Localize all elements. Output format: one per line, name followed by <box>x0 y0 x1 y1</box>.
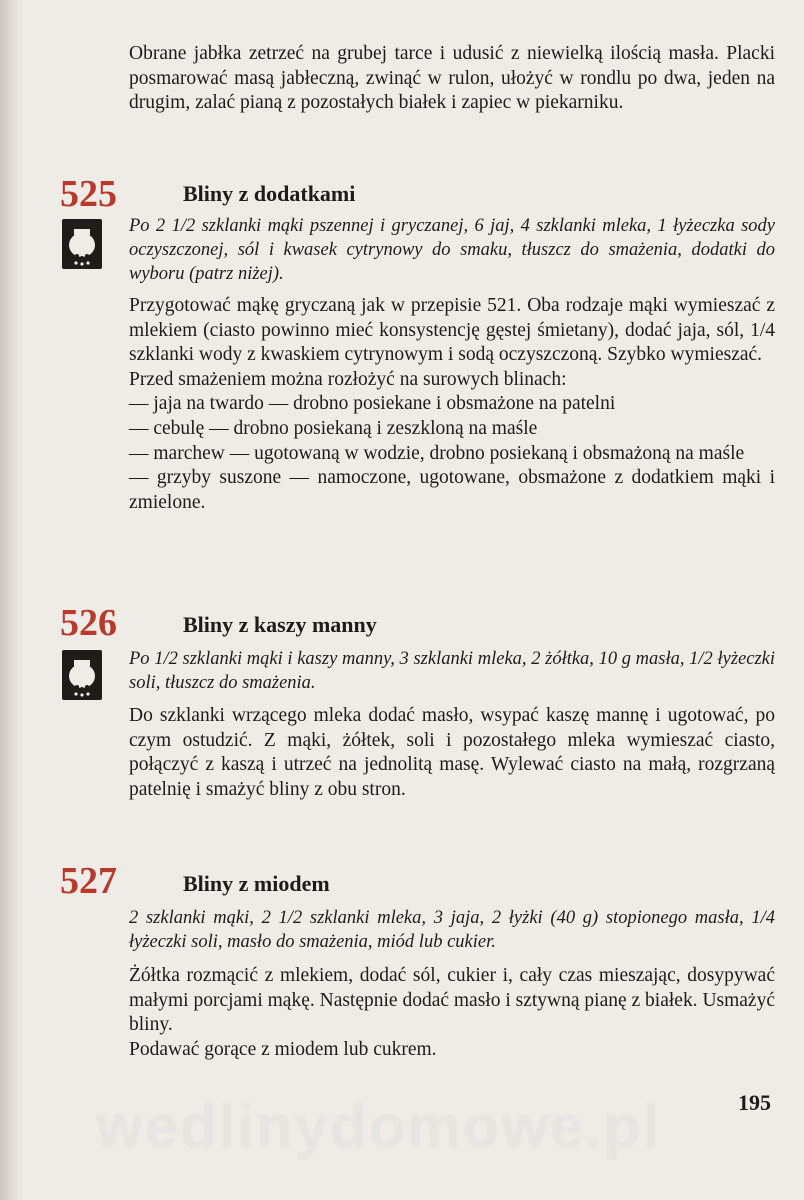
page-number: 195 <box>738 1090 771 1115</box>
recipe-title-527: Bliny z miodem <box>183 871 330 896</box>
extra-item: — marchew — ugotowaną w wodzie, drobno posiekaną i obsmażoną na maśle <box>129 442 745 464</box>
method-526: Do szklanki wrzącego mleka dodać masło, wsypać kaszę mannę i ugotować, po czym ostudzić. Z mąki, żółtek, soli i pozostałego mleka wymieszać ciasto, połączyć z kaszą i utrzeć na jednolitą masę. Wylewać ciasto na małą, rozgrzaną patelnię i smażyć bliny z obu stron. <box>129 705 775 800</box>
pot-icon <box>62 650 102 700</box>
intro-text: Obrane jabłka zetrzeć na grubej tarce i udusić z niewielką ilością masła. Placki posmarować masą jabłeczną, zwinąć w rulon, ułożyć w rondlu po dwa, jeden na drugim, zalać pianą z pozostałych białek i zapiec w piekarniku. <box>129 43 775 114</box>
recipe-527-body <box>129 906 775 1062</box>
recipe-525-body <box>129 214 775 515</box>
extra-item: — grzyby suszone — namoczone, ugotowane, obsmażone z dodatkiem mąki i zmielone. <box>129 467 775 513</box>
recipe-title-525: Bliny z dodatkami <box>183 181 356 206</box>
extras-intro-525: Przed smażeniem można rozłożyć na surowych blinach: <box>129 368 567 390</box>
pot-icon <box>62 219 102 269</box>
intro-paragraph <box>129 42 775 116</box>
ingredients-526: Po 1/2 szklanki mąki i kaszy manny, 3 szklanki mleka, 2 żółtka, 10 g masła, 1/2 łyżeczki soli, tłuszcz do smażenia. <box>129 649 775 693</box>
recipe-number-527: 527 <box>60 860 117 902</box>
watermark: wedlinydomowe.pl <box>96 1093 662 1160</box>
recipe-number-526: 526 <box>60 602 117 644</box>
recipe-title-526: Bliny z kaszy manny <box>183 612 377 637</box>
extra-item: — jaja na twardo — drobno posiekane i obsmażone na patelni <box>129 393 616 415</box>
recipe-526-body <box>129 647 775 802</box>
ingredients-525: Po 2 1/2 szklanki mąki pszennej i gryczanej, 6 jaj, 4 szklanki mleka, 1 łyżeczka sody oczyszczonej, sól i kwasek cytrynowy do smaku, tłuszcz do smażenia, dodatki do wyboru (patrz niżej). <box>129 216 775 284</box>
extra-item: — cebulę — drobno posiekaną i zeszkloną na maśle <box>129 417 538 439</box>
ingredients-527: 2 szklanki mąki, 2 1/2 szklanki mleka, 3 jaja, 2 łyżki (40 g) stopionego masła, 1/4 łyżeczki soli, masło do smażenia, miód lub cukier. <box>129 908 775 952</box>
serving-527: Podawać gorące z miodem lub cukrem. <box>129 1038 437 1060</box>
page-shadow-edge <box>0 0 24 1200</box>
method-525: Przygotować mąkę gryczaną jak w przepisie 521. Oba rodzaje mąki wymieszać z mlekiem (ciasto powinno mieć konsystencję gęstej śmietany), dodać jaja, sól, 1/4 szklanki wody z kwaskiem cytrynowym i sodą oczyszczoną. Szybko wymieszać. <box>129 295 775 366</box>
recipe-number-525: 525 <box>60 173 117 215</box>
method-527: Żółtka rozmącić z mlekiem, dodać sól, cukier i, cały czas mieszając, dosypywać małymi porcjami mąkę. Następnie dodać masło i sztywną pianę z białek. Usmażyć bliny. <box>129 965 775 1036</box>
